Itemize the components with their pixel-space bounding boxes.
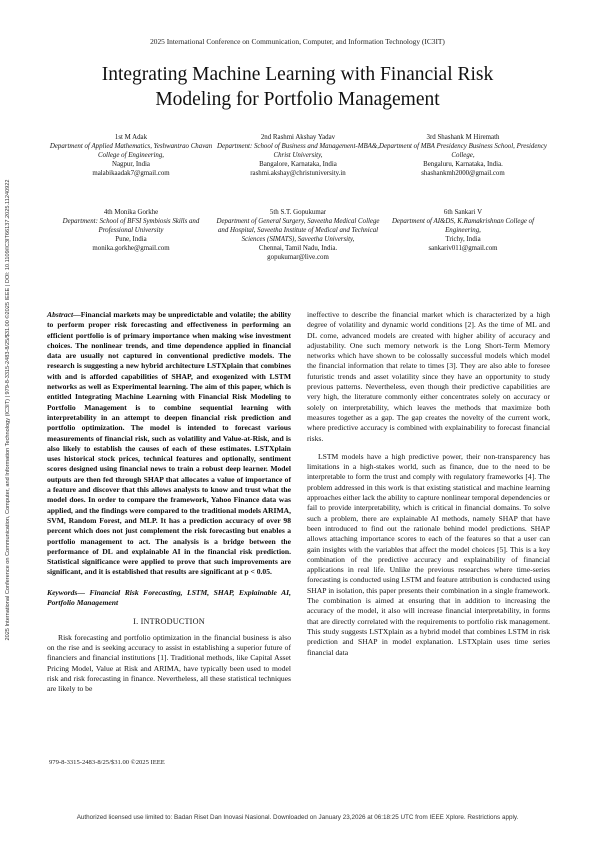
abstract-body: Financial markets may be unpredictable and volatile; the ability to perform proper risk forecasting and effectiveness in performing an efficient portfolio is of primary importance when making wise investment choices. The nonlinear trends, and time dependence applied in financial data are usually not captured in conventional predictive models. The research is suggesting a new hybrid architecture LSTXplain that combines with and is afforded capabilities of SHAP, and exogenized with LSTM networks as well as Experimental learning. The aim of this paper, which is entitled Integrating Machine Learning with Financial Risk Modeling to Portfolio Management is to combine sequential learning with interpretability in an attempt to deepen financial risk prediction and portfolio optimization. The model is intended to forecast various measurements of financial risk, such as volatility and Value-at-Risk, and is also likely to establish the causes of each of these estimates. LSTXplain uses historical stock prices, technical features and optionally, sentiment scores designed using financial news to train a robust deep learner. Model outputs are then fed through SHAP that allocates a value of importance of a feature and discover that this allows analysts to know and trust what the model does. In order to compare the framework, Yahoo Finance data was applied, and the findings were compared to the traditional models ARIMA, SVM, Random Forest, and MLP. It has a prediction accuracy of over 98 percent which does not just complement the risk forecasting but enables a portfolio management to act. The analysis is a bridge between the performance of DL and explainable AI in the financial risk prediction. Statistical significance were applied to prove that such improvements are significant, and it is established that results are significant at p < 0.05. xyxy=(47,310,291,577)
doi-sidebar xyxy=(2,150,14,670)
author-block-3 xyxy=(378,133,548,178)
author-name: 2nd Rashmi Akshay Yadav xyxy=(260,134,336,141)
author-block-1 xyxy=(46,133,216,178)
author-email[interactable]: gopukumar@live.com xyxy=(267,254,329,261)
author-affiliation: Department of AI&DS, K.Ramakrishnan College of Engineering, xyxy=(391,218,535,234)
title-line-2: Modeling for Portfolio Management xyxy=(155,89,440,110)
body-paragraph-1: ineffective to describe the financial market which is characterized by a high degree of volatility and dynamic world conditions [2]. As the time of ML and DL come, advanced models are created with higher ability of accuracy and adjustability. One such memory network is the Long Short-Term Memory networks which have shown to be colossally successful models which model the financial information that relate to times [3]. They are also able to foresee futuristic trends and asset volatility since they have an opportunity to study previous patterns. Nevertheless, even though their predictive capabilities are very high, the literature commonly either concentrates solely on accuracy or solely on interpretability, which leaves the methods that maximize both measures together as a gap. The gap creates the novelty of the current work, where predictive accuracy is combined with explainability to forecast financial risks. xyxy=(307,310,550,443)
left-column xyxy=(47,310,291,694)
author-location: Bengaluru, Karnataka, India. xyxy=(423,161,503,168)
body-paragraph-2: LSTM models have a high predictive power, their non-transparency has limitations in a high-stakes world, such as finance, due to the need to be interpretable to form the trust and comply with regulatory frameworks [4]. The problem addressed in this work is that existing statistical and machine learning approaches either lack the ability to capture nonlinear temporal dependencies or fail to provide interpretability, which is critical in financial domains. To solve such a problem, there are explainable AI methods, namely SHAP that have been introduced to find out the rationale behind model predictions. SHAP allows attaching importance scores to each of the features so that a user can gain insights with the variables that affect the model choices [5]. This is a key combination of the predictive accuracy and explainability of financial applications in real life. Unlike the previous researches where time-series forecasting is conducted using LSTM and feature attribution is conducted using SHAP in isolation, this paper presents their combination in a single framework. The combination is aimed at ensuring that in addition to increasing the accuracy of the model, it also will increase financial interpretability, in forms that are directly correlated with the requirements to portfolio risk management. This study suggests LSTXplain as a hybrid model that combines LSTM in risk prediction and SHAP in model explanation. LSTXplain uses time series financial data xyxy=(307,451,550,657)
abstract-lead: Abstract— xyxy=(47,310,81,319)
author-affiliation: Department: School of BFSI Symbiosis Skills and Professional University xyxy=(62,218,200,234)
author-location: Trichy, India xyxy=(445,236,481,243)
author-location: Nagpur, India xyxy=(112,161,150,168)
section-heading-introduction: I. INTRODUCTION xyxy=(133,617,205,627)
author-location: Chennai, Tamil Nadu, India. xyxy=(258,245,338,252)
author-affiliation: Department of General Surgery, Saveetha Medical College and Hospital, Saveetha Institute of Medical and Technical Sciences (SIMATS), Saveetha University, xyxy=(216,218,380,243)
author-block-2 xyxy=(213,133,383,178)
right-column xyxy=(307,310,550,658)
author-name: 1st M Adak xyxy=(114,134,148,141)
isbn-copyright: 979-8-3315-2483-8/25/$31.00 ©2025 IEEE xyxy=(49,759,165,766)
author-email[interactable]: malabikaadak7@gmail.com xyxy=(92,170,170,177)
license-footer: Authorized licensed use limited to: Badan Riset Dan Inovasi Nasional. Downloaded on January 23,2026 at 06:18:25 UTC from IEEE Xplore. Restrictions apply. xyxy=(76,814,519,821)
conference-header: 2025 International Conference on Communication, Computer, and Information Technology (IC3IT) xyxy=(150,37,445,46)
author-location: Bangalore, Karnataka, India xyxy=(259,161,337,168)
paper-title xyxy=(40,62,555,112)
author-name: 3rd Shashank M Hiremath xyxy=(426,134,500,141)
author-email[interactable]: sankariv011@gmail.com xyxy=(428,245,498,252)
author-email[interactable]: rashmi.akshay@christuniversity.in xyxy=(250,170,346,177)
author-name: 6th Sankari V xyxy=(443,209,483,216)
author-name: 4th Monika Gorkhe xyxy=(103,209,159,216)
author-email[interactable]: monika.gorkhe@gmail.com xyxy=(92,245,170,252)
author-name: 5th S.T. Gopukumar xyxy=(269,209,327,216)
doi-sidebar-text: 2025 International Conference on Communication, Computer, and Information Technology (IC3IT) | 979-8-3315-2483-8/25/$31.00 ©2025 IEEE | DOI: 10.1109/IC3IT66137.2025.11240922 xyxy=(5,179,11,641)
author-affiliation: Department: School of Business and Management-MBA&, Christ University, xyxy=(217,143,379,159)
author-affiliation: Department of MBA Presidency Business School, Presidency College, xyxy=(379,143,547,159)
author-location: Pune, India xyxy=(115,236,147,243)
author-affiliation: Department of Applied Mathematics, Yeshwantrao Chavan College of Engineering, xyxy=(49,143,213,159)
author-block-6 xyxy=(378,208,548,253)
author-block-4 xyxy=(46,208,216,253)
author-email[interactable]: shashankmh2000@gmail.com xyxy=(421,170,505,177)
title-line-1: Integrating Machine Learning with Financial Risk xyxy=(101,64,494,85)
keywords: Keywords— Financial Risk Forecasting, LSTM, SHAP, Explainable AI, Portfolio Management xyxy=(47,587,291,608)
intro-paragraph: Risk forecasting and portfolio optimization in the financial business is also on the rise and is seeking accuracy to assist in establishing a superior future of financiers and financial institutions [1]. Traditional methods, like Capital Asset Pricing Model, Value at Risk and ARIMA, have typically been used to model risk and risk forecasting in finance. Nevertheless, all these statistical techniques are likely to be xyxy=(47,632,291,694)
author-block-5 xyxy=(213,208,383,262)
abstract xyxy=(47,310,291,578)
